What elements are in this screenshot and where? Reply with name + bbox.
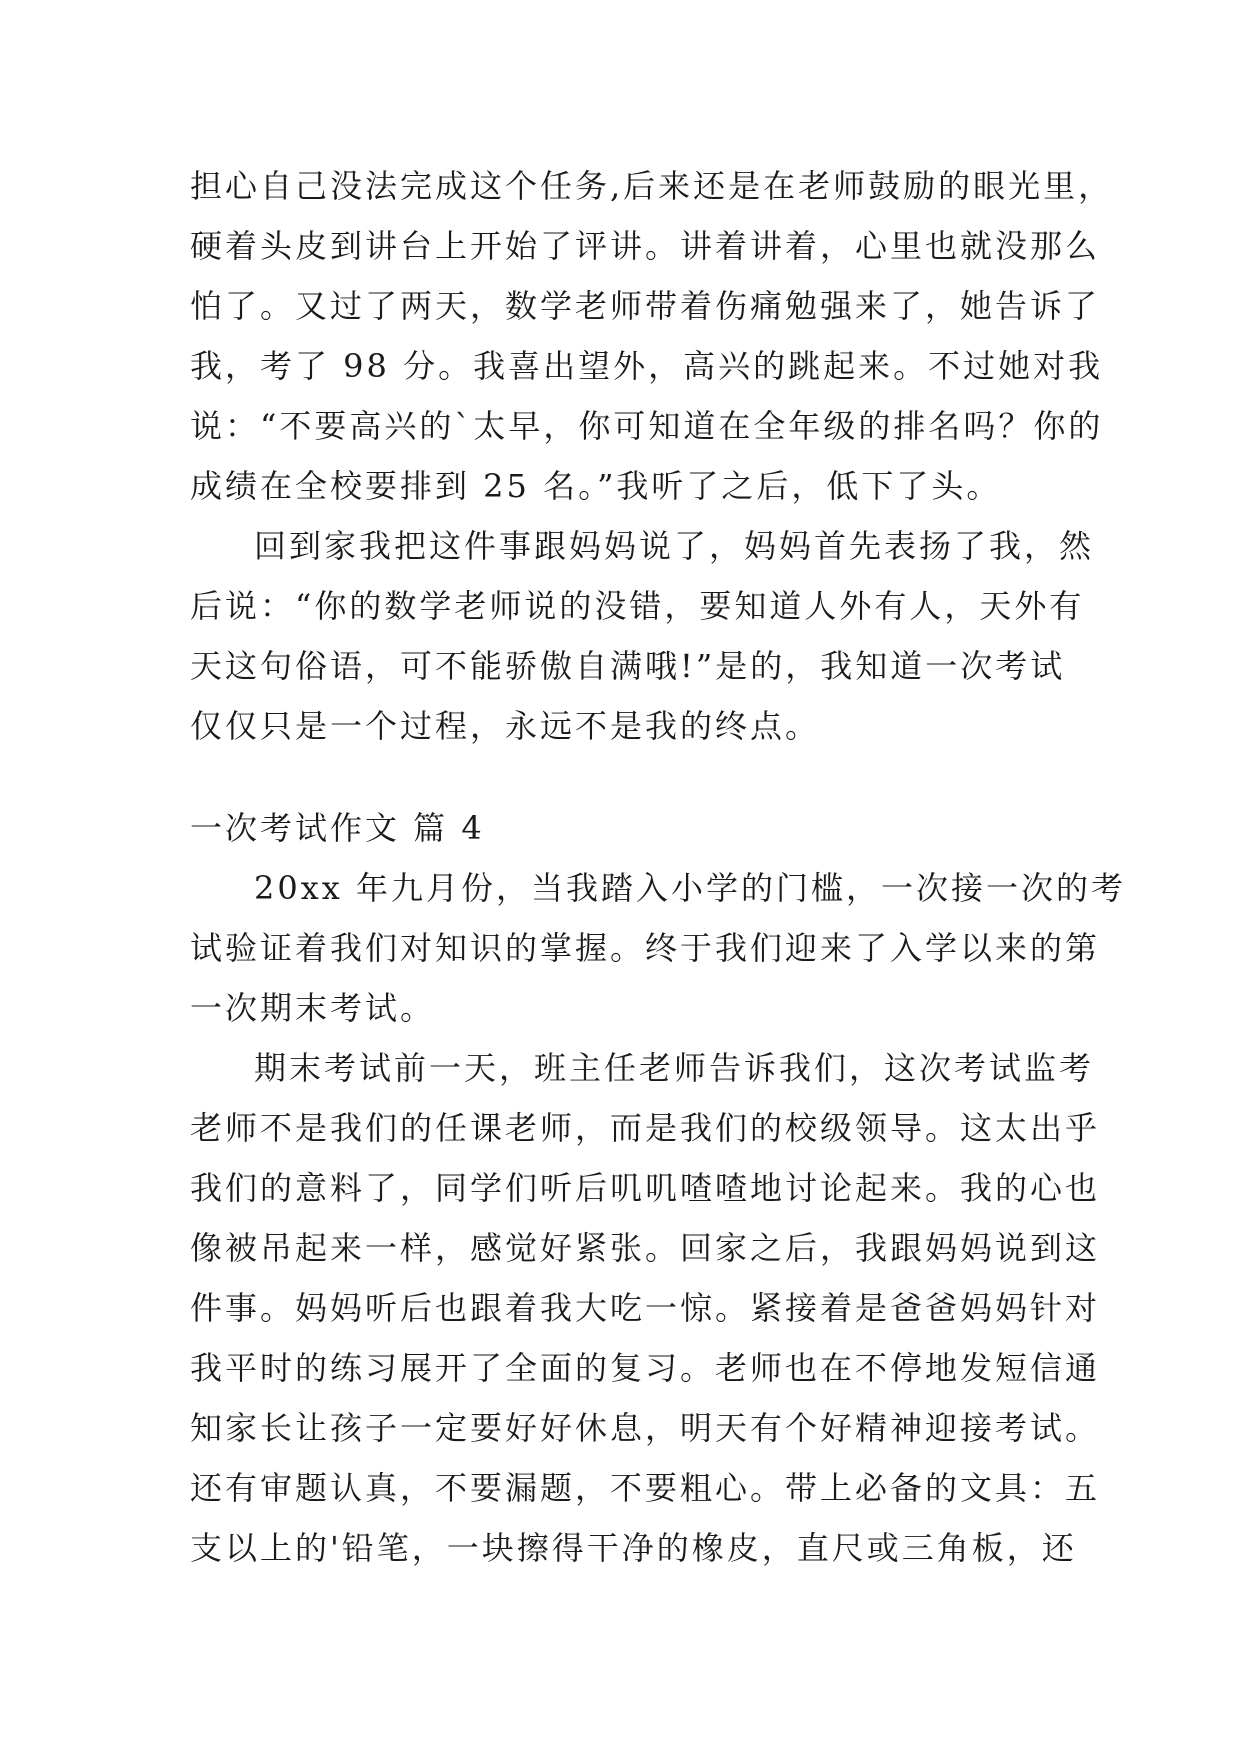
- text-line: 成绩在全校要排到 25 名。”我听了之后，低下了头。: [190, 467, 1002, 505]
- text-line: 天这句俗语，可不能骄傲自满哦!”是的，我知道一次考试: [190, 647, 1066, 685]
- text-line: 我们的意料了，同学们听后叽叽喳喳地讨论起来。我的心也: [190, 1169, 1101, 1207]
- text-line: 支以上的'铅笔，一块擦得干净的橡皮，直尺或三角板，还: [190, 1529, 1077, 1567]
- text-line: 怕了。又过了两天，数学老师带着伤痛勉强来了，她告诉了: [190, 287, 1101, 325]
- text-line: 还有审题认真，不要漏题，不要粗心。带上必备的文具：五: [190, 1469, 1101, 1507]
- text-line: 像被吊起来一样，感觉好紧张。回家之后，我跟妈妈说到这: [190, 1229, 1101, 1267]
- text-line: 件事。妈妈听后也跟着我大吃一惊。紧接着是爸爸妈妈针对: [190, 1289, 1101, 1327]
- paragraph-start-line: 期末考试前一天，班主任老师告诉我们，这次考试监考: [254, 1049, 1095, 1087]
- text-line: 担心自己没法完成这个任务,后来还是在老师鼓励的眼光里，: [190, 167, 1114, 205]
- text-line: 试验证着我们对知识的掌握。终于我们迎来了入学以来的第: [190, 929, 1101, 967]
- text-line: 后说：“你的数学老师说的没错，要知道人外有人，天外有: [190, 587, 1085, 625]
- text-line: 硬着头皮到讲台上开始了评讲。讲着讲着，心里也就没那么: [190, 227, 1101, 265]
- paragraph-start-line: 20xx 年九月份，当我踏入小学的门槛，一次接一次的考: [254, 869, 1126, 907]
- text-line: 一次期末考试。: [190, 989, 436, 1027]
- section-heading: 一次考试作文 篇 4: [190, 809, 485, 847]
- text-line: 说：“不要高兴的`太早，你可知道在全年级的排名吗？你的: [190, 407, 1104, 445]
- text-line: 仅仅只是一个过程，永远不是我的终点。: [190, 707, 821, 745]
- text-line: 我平时的练习展开了全面的复习。老师也在不停地发短信通: [190, 1349, 1101, 1387]
- text-line: 我，考了 98 分。我喜出望外，高兴的跳起来。不过她对我: [190, 347, 1104, 385]
- text-line: 知家长让孩子一定要好好休息，明天有个好精神迎接考试。: [190, 1409, 1101, 1447]
- paragraph-start-line: 回到家我把这件事跟妈妈说了，妈妈首先表扬了我，然: [254, 527, 1095, 565]
- text-line: 老师不是我们的任课老师，而是我们的校级领导。这太出乎: [190, 1109, 1101, 1147]
